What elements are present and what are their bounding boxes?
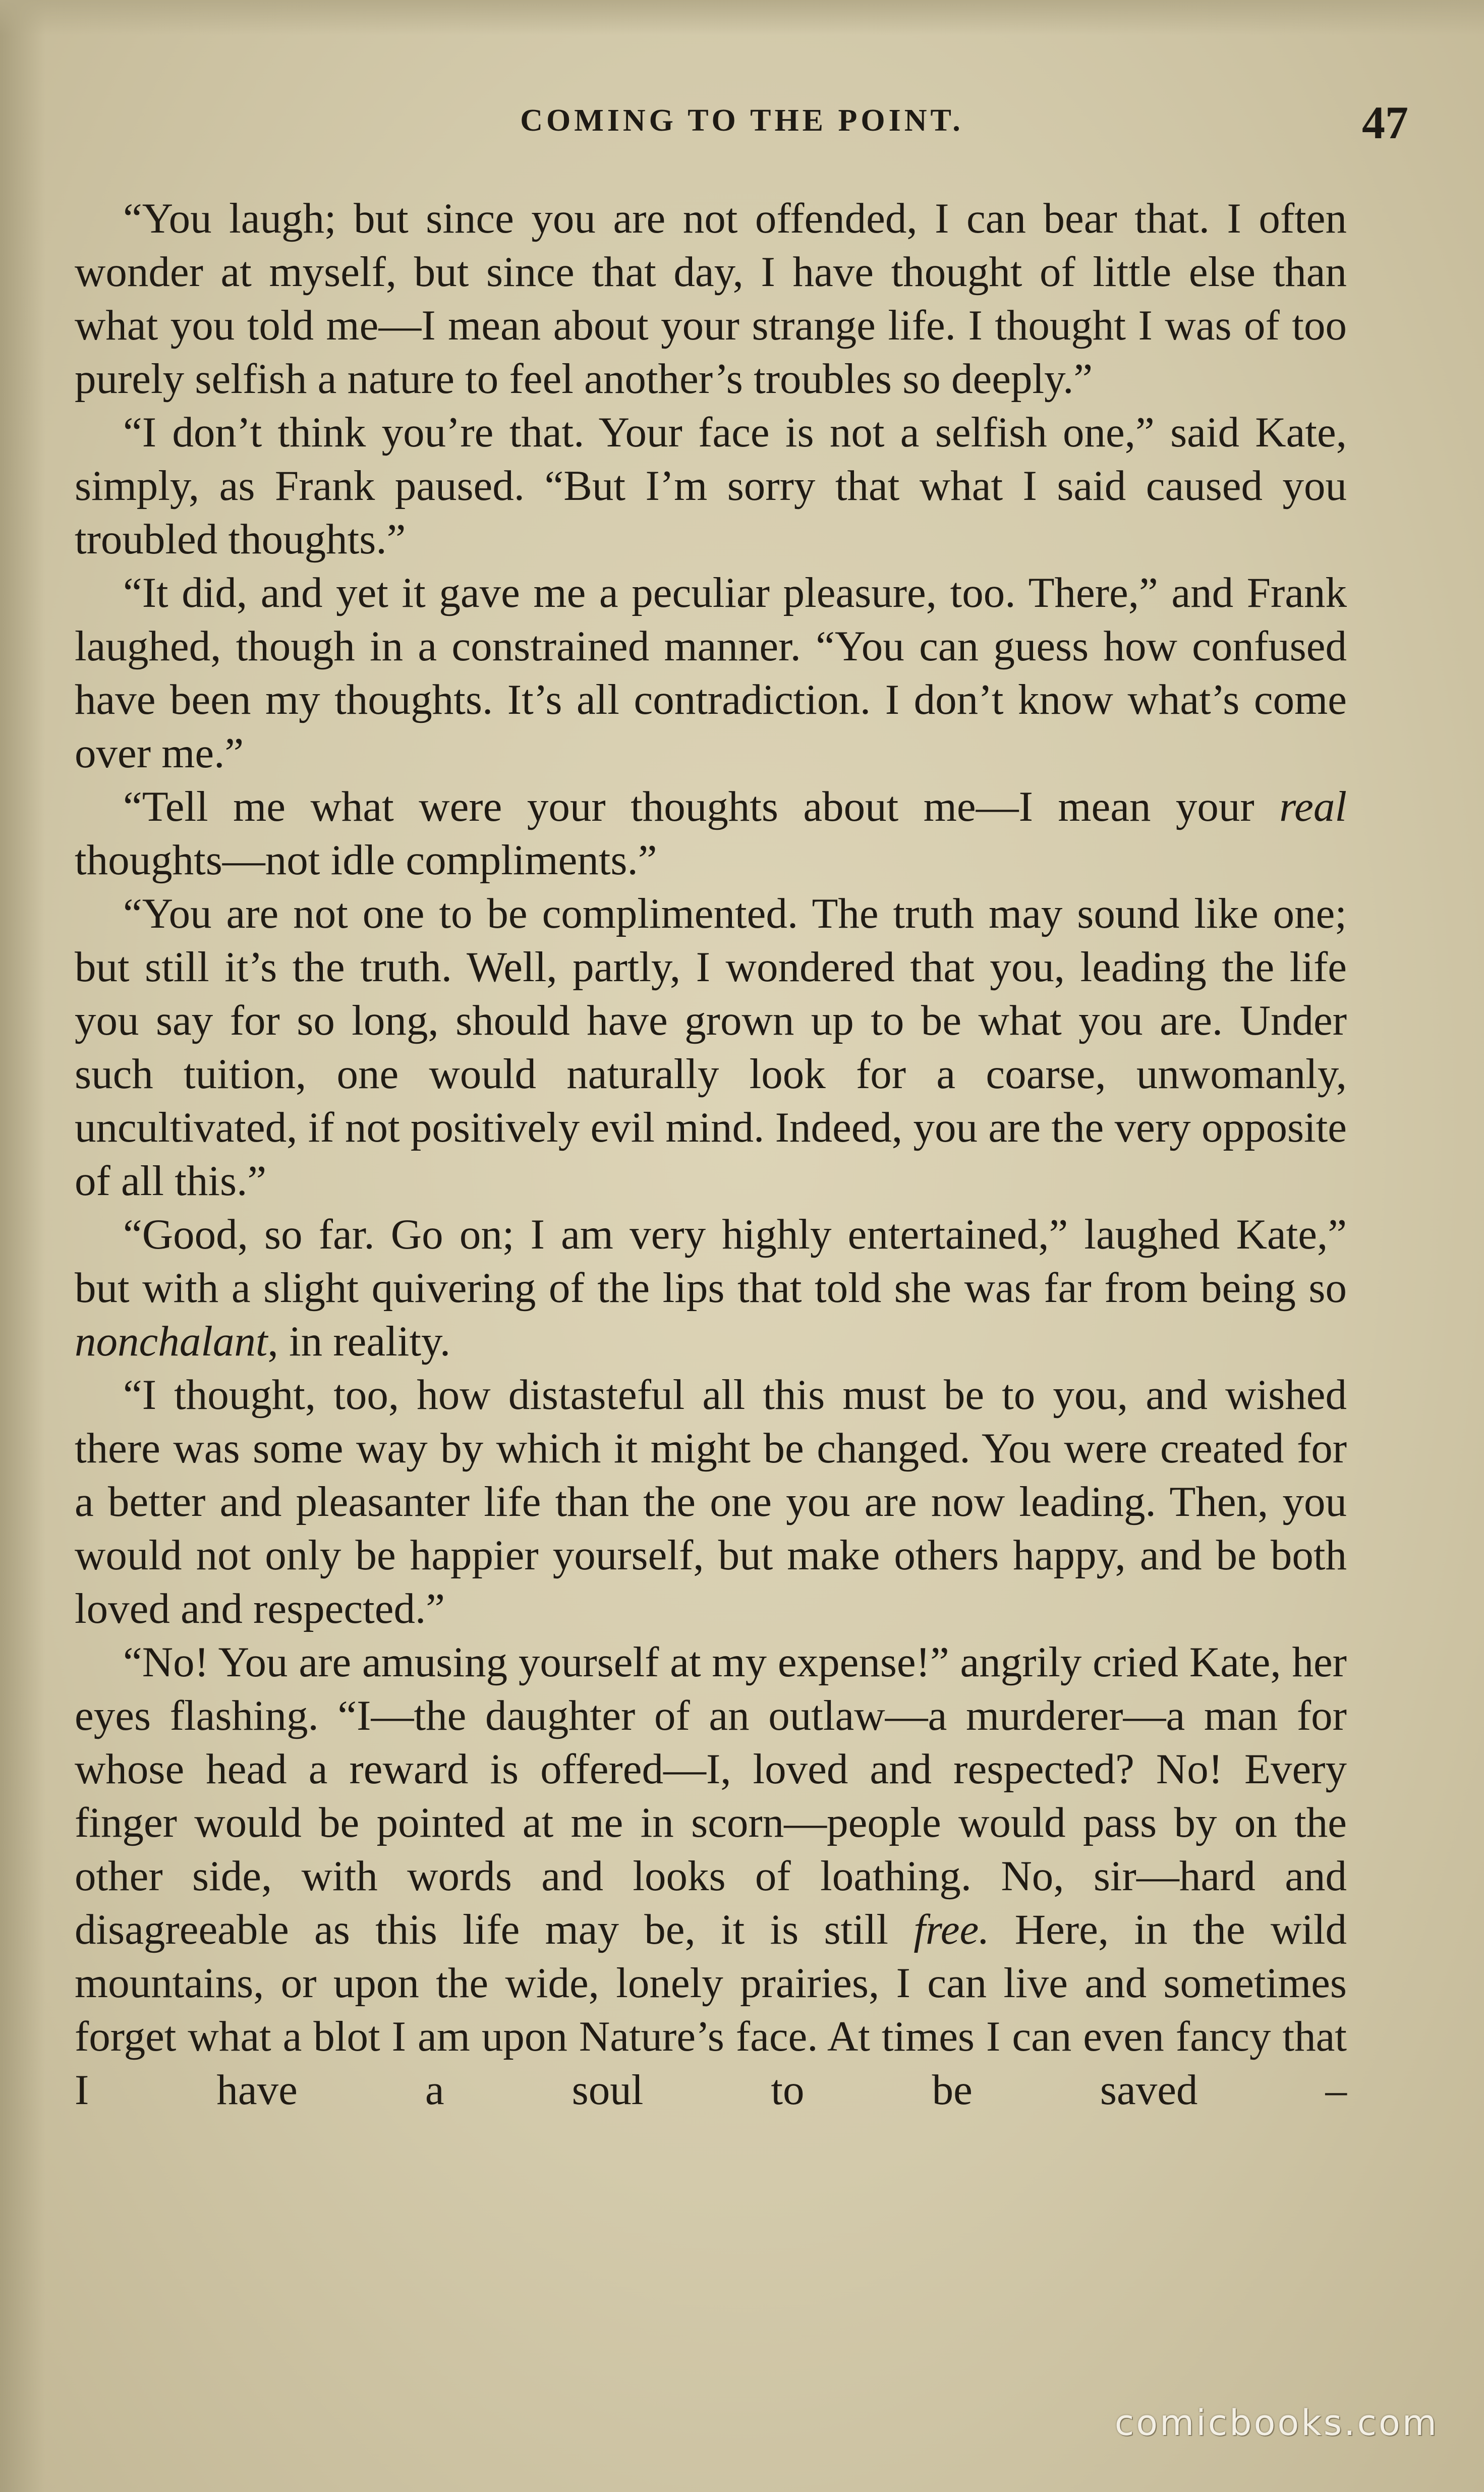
text-run: thoughts—not idle compliments.” — [75, 836, 657, 884]
body-text — [75, 192, 1347, 2117]
text-run: “I thought, too, how distasteful all this must be to you, and wished there was some way by which it might be changed. You were created for a better and pleasanter life than the one you are now leading. Then, you would not only be happier yourself, but make others happy, and be both loved and respected.” — [75, 1371, 1347, 1632]
page-edge-shadow — [0, 0, 45, 2492]
running-head — [76, 96, 1408, 151]
chapter-running-title: COMING TO THE POINT. — [520, 103, 964, 138]
text-run: Here, in the wild mountains, or upon the wide, lonely prairies, I can live and sometimes forget what a blot I am upon Nature’s face. At times I can even fancy that I have a soul to be saved – — [75, 1906, 1347, 2114]
italic-text: free. — [914, 1906, 990, 1953]
paragraph — [75, 1208, 1347, 1368]
paragraph — [75, 406, 1347, 566]
text-run: “You laugh; but since you are not offended, I can bear that. I often wonder at myself, but since that day, I have thought of little else than what you told me—I mean about your strange life. I thought I was of too purely selfish a nature to feel another’s troubles so deeply.” — [75, 195, 1347, 403]
paragraph — [75, 566, 1347, 780]
paragraph — [75, 192, 1347, 406]
paragraph — [75, 887, 1347, 1208]
text-run: “It did, and yet it gave me a peculiar pleasure, too. There,” and Frank laughed, though in a constrained manner. “You can guess how confused have been my thoughts. It’s all contradiction. I don’t know what’s come over me.” — [75, 569, 1347, 777]
text-run: “I don’t think you’re that. Your face is not a selfish one,” said Kate, simply, as Frank paused. “But I’m sorry that what I said caused you troubled thoughts.” — [75, 409, 1347, 563]
paragraph — [75, 1368, 1347, 1635]
paragraph — [75, 780, 1347, 887]
italic-text: nonchalant — [75, 1318, 268, 1365]
paragraph — [75, 1635, 1347, 2117]
watermark-text: comicbooks.com — [1114, 2402, 1439, 2444]
text-run: “Tell me what were your thoughts about me—I mean your — [123, 783, 1280, 830]
page-top-shadow — [0, 0, 1484, 35]
page-number: 47 — [1362, 97, 1408, 148]
text-run: “Good, so far. Go on; I am very highly entertained,” laughed Kate,” but with a slight quivering of the lips that told she was far from being so — [75, 1211, 1347, 1312]
text-run: “You are not one to be complimented. The truth may sound like one; but still it’s the truth. Well, partly, I wondered that you, leading the life you say for so long, should have grown up to be what you are. Under such tuition, one would naturally look for a coarse, unwomanly, uncultivated, if not positively evil mind. Indeed, you are the very opposite of all this.” — [75, 890, 1347, 1205]
italic-text: real — [1279, 783, 1347, 830]
text-run: , in reality. — [267, 1318, 451, 1365]
text-run: “No! You are amusing yourself at my expense!” angrily cried Kate, her eyes flashing. “I—the daughter of an outlaw—a murderer—a man for whose head a reward is offered—I, loved and respected? No! Every finger would be pointed at me in scorn—people would pass by on the other side, with words and looks of loathing. No, sir—hard and disagreeable as this life may be, it is still — [75, 1638, 1347, 1953]
